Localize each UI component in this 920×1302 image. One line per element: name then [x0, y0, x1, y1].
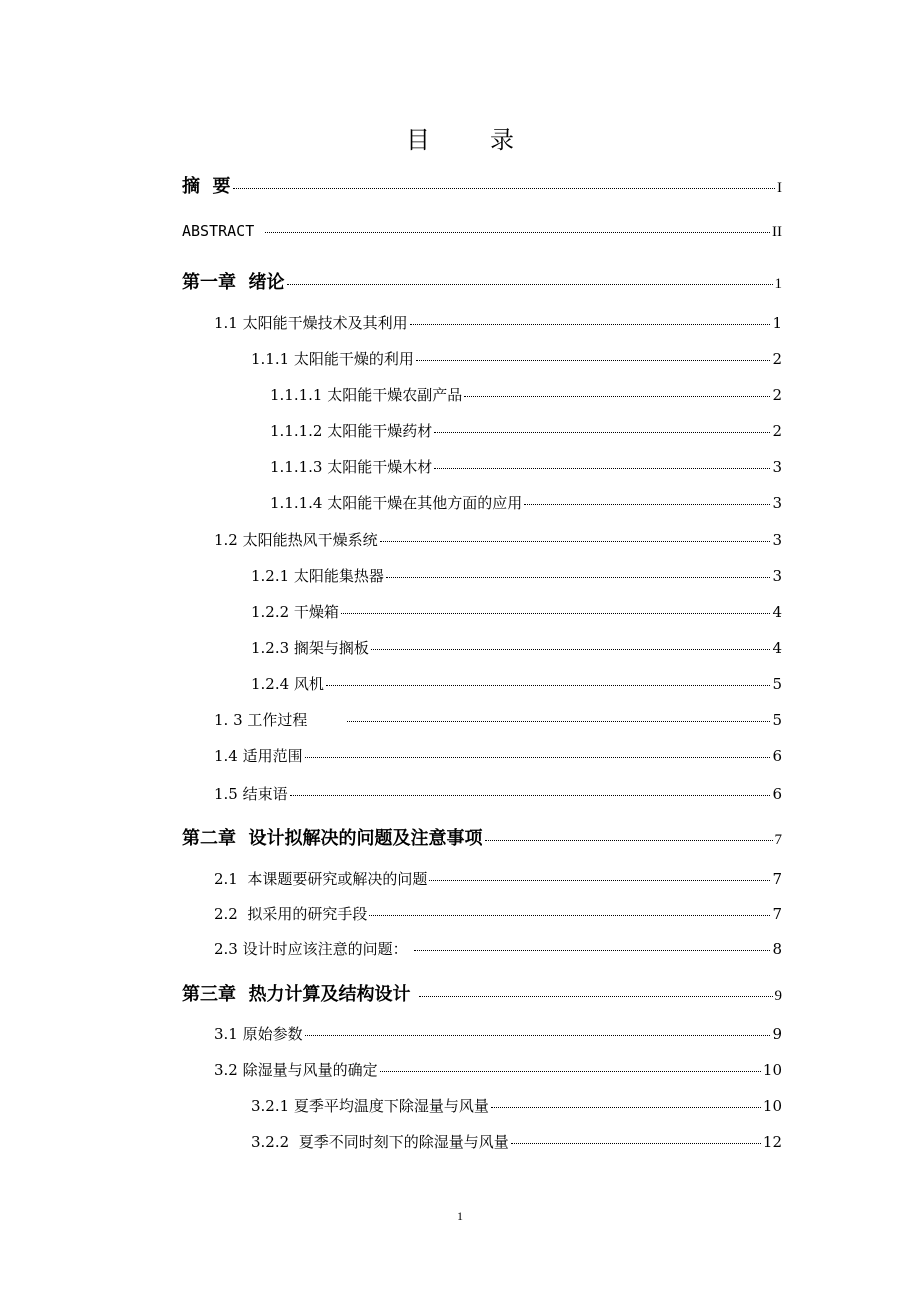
toc-entry-1-1-1[interactable]: [0, 348, 920, 378]
toc-entry-label: 3.2 除湿量与风量的确定: [214, 1061, 378, 1079]
toc-entry-1-1-1-4[interactable]: [0, 492, 920, 522]
dot-leader: [305, 1035, 771, 1036]
toc-entry-label: 1.1 太阳能干燥技术及其利用: [214, 314, 408, 332]
dot-leader: [524, 504, 770, 505]
toc-entry-abstract-en[interactable]: [0, 222, 920, 252]
dot-leader: [326, 685, 771, 686]
dot-leader: [416, 360, 771, 361]
toc-entry-label: 1.1.1 太阳能干燥的利用: [251, 350, 414, 368]
dot-leader: [233, 188, 775, 189]
toc-entry-label: 1.1.1.1 太阳能干燥农副产品: [270, 386, 463, 404]
toc-entry-label: 1.4 适用范围: [214, 747, 303, 765]
toc-entry-3-2-1[interactable]: [0, 1095, 920, 1125]
toc-entry-label: 1.1.1.4 太阳能干燥在其他方面的应用: [270, 494, 523, 512]
dot-leader: [464, 396, 770, 397]
dot-leader: [265, 232, 770, 233]
dot-leader: [290, 795, 771, 796]
dot-leader: [511, 1143, 761, 1144]
dot-leader: [429, 880, 770, 881]
dot-leader: [485, 840, 773, 841]
toc-entry-page: 2: [772, 350, 782, 368]
toc-entry-2-1[interactable]: [0, 868, 920, 898]
toc-entry-page: 7: [774, 832, 782, 848]
toc-entry-chapter-2[interactable]: [0, 824, 920, 854]
toc-entry-page: I: [777, 180, 782, 196]
toc-entry-page: 6: [772, 747, 782, 765]
dot-leader: [380, 1071, 761, 1072]
toc-entry-2-3[interactable]: [0, 938, 920, 968]
toc-entry-label: 3.1 原始参数: [214, 1025, 303, 1043]
toc-entry-page: 5: [772, 711, 782, 729]
dot-leader: [491, 1107, 761, 1108]
toc-entry-page: 6: [772, 785, 782, 803]
dot-leader: [369, 915, 770, 916]
toc-entry-3-2-2[interactable]: [0, 1131, 920, 1161]
toc-entry-label: 1.2.4 风机: [251, 675, 324, 693]
toc-entry-chapter-1[interactable]: [0, 268, 920, 298]
dot-leader: [371, 649, 771, 650]
toc-entry-page: 3: [772, 567, 782, 585]
toc-entry-page: 9: [772, 1025, 782, 1043]
toc-entry-1-2-1[interactable]: [0, 565, 920, 595]
toc-entry-1-2[interactable]: [0, 529, 920, 559]
toc-entry-page: 10: [762, 1097, 782, 1115]
toc-entry-label: 第三章 热力计算及结构设计: [182, 984, 417, 1005]
toc-entry-page: 4: [772, 603, 782, 621]
dot-leader: [434, 432, 770, 433]
toc-entry-page: 4: [772, 639, 782, 657]
toc-entry-page: 8: [772, 940, 782, 958]
toc-entry-1-4[interactable]: [0, 745, 920, 775]
toc-entry-page: 1: [772, 314, 782, 332]
toc-entry-1-2-3[interactable]: [0, 637, 920, 667]
toc-entry-label: 摘 要: [182, 176, 231, 197]
toc-entry-label: ABSTRACT: [182, 222, 264, 240]
toc-entry-label: 2.1 本课题要研究或解决的问题: [214, 870, 428, 888]
toc-entry-page: 3: [772, 494, 782, 512]
toc-entry-page: II: [772, 224, 782, 240]
toc-entry-1-1[interactable]: [0, 312, 920, 342]
toc-entry-label: 3.2.1 夏季平均温度下除湿量与风量: [251, 1097, 489, 1115]
toc-entry-label: 1.1.1.2 太阳能干燥药材: [270, 422, 433, 440]
toc-entry-page: 7: [772, 905, 782, 923]
dot-leader: [380, 541, 771, 542]
toc-entry-page: 2: [772, 386, 782, 404]
toc-entry-label: 第一章 绪论: [182, 272, 285, 293]
toc-entry-page: 10: [762, 1061, 782, 1079]
dot-leader: [341, 613, 771, 614]
toc-entry-page: 1: [774, 276, 782, 292]
toc-entry-label: 1.2.2 干燥箱: [251, 603, 339, 621]
toc-entry-label: 3.2.2 夏季不同时刻下的除湿量与风量: [251, 1133, 509, 1151]
toc-entry-page: 5: [772, 675, 782, 693]
toc-entry-1-5[interactable]: [0, 783, 920, 813]
dot-leader: [419, 996, 773, 997]
toc-entry-2-2[interactable]: [0, 903, 920, 933]
toc-entry-page: 7: [772, 870, 782, 888]
toc-entry-1-1-1-1[interactable]: [0, 384, 920, 414]
toc-entry-page: 3: [772, 531, 782, 549]
toc-entry-1-1-1-2[interactable]: [0, 420, 920, 450]
toc-entry-label: 1.2.1 太阳能集热器: [251, 567, 384, 585]
toc-entry-label: 2.3 设计时应该注意的问题：: [214, 940, 413, 958]
dot-leader: [386, 577, 771, 578]
toc-entry-label: 1.2 太阳能热风干燥系统: [214, 531, 378, 549]
toc-entry-3-1[interactable]: [0, 1023, 920, 1053]
toc-entry-1-3[interactable]: [0, 709, 920, 739]
toc-entry-label: 1.1.1.3 太阳能干燥木材: [270, 458, 433, 476]
page-number: 1: [457, 1209, 463, 1223]
toc-entry-1-2-2[interactable]: [0, 601, 920, 631]
toc-entry-label: 2.2 拟采用的研究手段: [214, 905, 368, 923]
toc-entry-3-2[interactable]: [0, 1059, 920, 1089]
dot-leader: [305, 757, 771, 758]
dot-leader: [414, 950, 770, 951]
toc-entry-page: 3: [772, 458, 782, 476]
dot-leader: [347, 721, 770, 722]
toc-entry-page: 12: [762, 1133, 782, 1151]
toc-entry-page: 9: [774, 988, 782, 1004]
toc-entry-abstract-cn[interactable]: [0, 172, 920, 202]
toc-entry-label: 1.2.3 搁架与搁板: [251, 639, 369, 657]
toc-entry-label: 第二章 设计拟解决的问题及注意事项: [182, 828, 483, 849]
dot-leader: [434, 468, 770, 469]
toc-title: 目 录: [406, 126, 532, 154]
dot-leader: [287, 284, 773, 285]
toc-entry-1-2-4[interactable]: [0, 673, 920, 703]
toc-entry-chapter-3[interactable]: [0, 980, 920, 1010]
toc-entry-1-1-1-3[interactable]: [0, 456, 920, 486]
toc-entry-label: 1.5 结束语: [214, 785, 288, 803]
toc-entry-page: 2: [772, 422, 782, 440]
toc-entry-label: 1. 3 工作过程: [214, 711, 308, 729]
dot-leader: [410, 324, 771, 325]
